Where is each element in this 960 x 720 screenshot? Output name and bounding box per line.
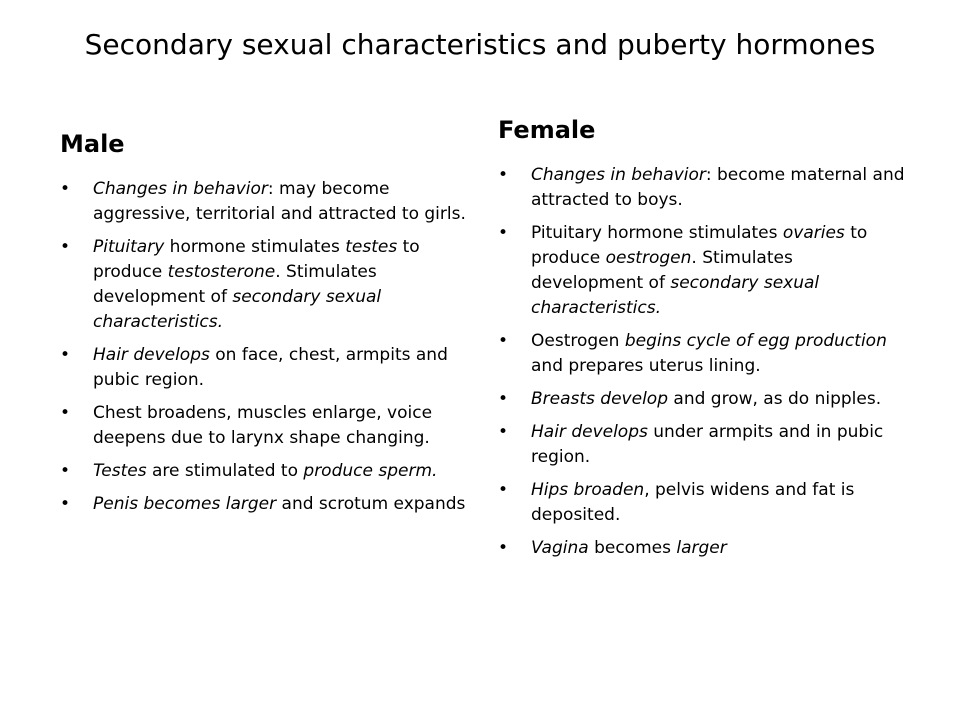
male-column bbox=[60, 120, 480, 525]
italic-text: secondary sexual characteristics. bbox=[531, 272, 820, 318]
list-item bbox=[60, 177, 480, 227]
italic-text: Testes bbox=[93, 460, 147, 481]
male-heading: Male bbox=[60, 130, 125, 158]
bullet-icon: • bbox=[60, 344, 71, 365]
text: Oestrogen bbox=[531, 330, 625, 351]
italic-text: testosterone bbox=[167, 261, 276, 282]
bullet-icon: • bbox=[498, 330, 509, 351]
list-item bbox=[60, 492, 480, 517]
text: : may become aggressive, territorial and attracted to girls. bbox=[93, 178, 466, 224]
italic-text: begins cycle of egg production bbox=[624, 330, 887, 351]
list-item bbox=[60, 235, 480, 335]
bullet-icon: • bbox=[60, 402, 71, 423]
text: Pituitary hormone stimulates bbox=[531, 222, 783, 243]
list-item bbox=[498, 478, 908, 528]
bullet-icon: • bbox=[60, 236, 71, 257]
italic-text: Changes in behavior bbox=[93, 178, 268, 199]
bullet-icon: • bbox=[498, 479, 509, 500]
italic-text: produce sperm. bbox=[303, 460, 438, 481]
bullet-icon: • bbox=[60, 493, 71, 514]
text: to produce bbox=[93, 236, 420, 282]
text: hormone stimulates bbox=[164, 236, 346, 257]
bullet-icon: • bbox=[498, 388, 509, 409]
list-item bbox=[498, 536, 908, 561]
text: under armpits and in pubic region. bbox=[531, 421, 884, 467]
female-heading: Female bbox=[498, 116, 596, 144]
italic-text: larger bbox=[676, 537, 727, 558]
bullet-icon: • bbox=[498, 222, 509, 243]
female-column bbox=[498, 116, 908, 569]
bullet-icon: • bbox=[60, 178, 71, 199]
list-item bbox=[60, 401, 480, 451]
text: to produce bbox=[531, 222, 868, 268]
bullet-icon: • bbox=[60, 460, 71, 481]
bullet-icon: • bbox=[498, 537, 509, 558]
italic-text: oestrogen bbox=[605, 247, 692, 268]
italic-text: Changes in behavior bbox=[531, 164, 706, 185]
italic-text: Vagina bbox=[531, 537, 589, 558]
italic-text: secondary sexual characteristics. bbox=[93, 286, 382, 332]
italic-text: Hair develops bbox=[531, 421, 648, 442]
text: Chest broadens, muscles enlarge, voice deepens due to larynx shape changing. bbox=[93, 402, 433, 448]
male-list bbox=[60, 177, 480, 517]
text: and grow, as do nipples. bbox=[668, 388, 882, 409]
list-item bbox=[498, 420, 908, 470]
text: and prepares uterus lining. bbox=[531, 355, 761, 376]
italic-text: Penis becomes larger bbox=[93, 493, 277, 514]
female-list bbox=[498, 163, 908, 561]
list-item bbox=[498, 163, 908, 213]
slide-title: Secondary sexual characteristics and puberty hormones bbox=[84, 28, 876, 61]
text: , pelvis widens and fat is deposited. bbox=[531, 479, 855, 525]
italic-text: ovaries bbox=[782, 222, 845, 243]
list-item bbox=[498, 329, 908, 379]
list-item bbox=[498, 387, 908, 412]
text: . Stimulates development of bbox=[531, 247, 793, 293]
text: : become maternal and attracted to boys. bbox=[531, 164, 905, 210]
text: are stimulated to bbox=[146, 460, 304, 481]
italic-text: Pituitary bbox=[93, 236, 165, 257]
text: and scrotum expands bbox=[276, 493, 466, 514]
italic-text: Hair develops bbox=[93, 344, 210, 365]
list-item bbox=[498, 221, 908, 321]
italic-text: Breasts develop bbox=[531, 388, 668, 409]
italic-text: Hips broaden bbox=[531, 479, 645, 500]
list-item bbox=[60, 343, 480, 393]
text: . Stimulates development of bbox=[93, 261, 377, 307]
italic-text: testes bbox=[345, 236, 398, 257]
text: on face, chest, armpits and pubic region. bbox=[93, 344, 448, 390]
bullet-icon: • bbox=[498, 421, 509, 442]
bullet-icon: • bbox=[498, 164, 509, 185]
text: becomes bbox=[588, 537, 677, 558]
list-item bbox=[60, 459, 480, 484]
